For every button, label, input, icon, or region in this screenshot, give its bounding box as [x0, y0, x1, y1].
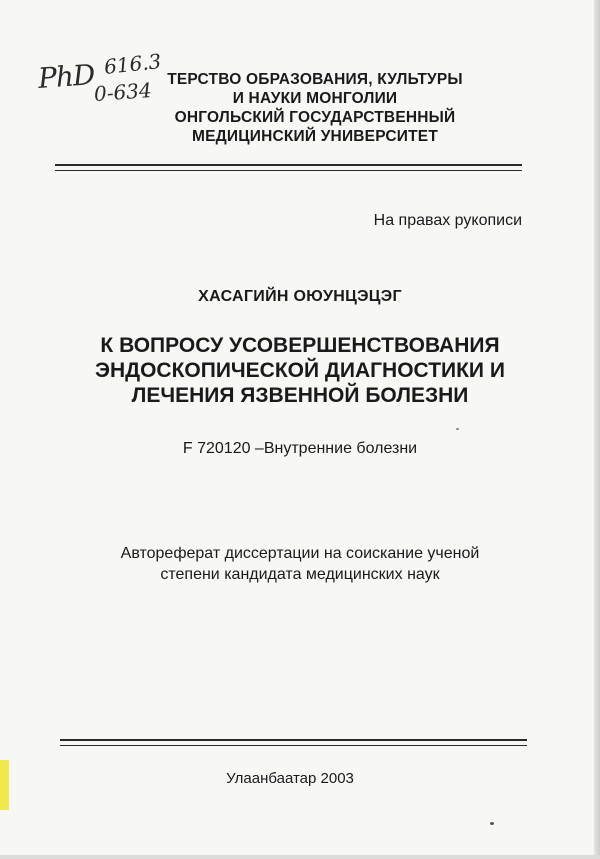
- title-line: ЭНДОСКОПИЧЕСКОЙ ДИАГНОСТИКИ И: [95, 359, 505, 382]
- dissertation-title: [60, 333, 540, 408]
- yellow-sticker: [0, 760, 9, 810]
- top-divider-thin: [55, 170, 522, 171]
- specialty-code: F 720120 –Внутренние болезни: [182, 440, 418, 457]
- handwritten-code-bottom: 0-634: [93, 78, 153, 106]
- ministry-header: [150, 70, 480, 146]
- manuscript-note: На правах рукописи: [373, 212, 522, 229]
- bottom-divider-thin: [60, 745, 527, 746]
- page-edge-right: [594, 0, 600, 859]
- scan-speck: [456, 428, 459, 430]
- scan-speck: [490, 822, 494, 825]
- abstract-description: [0, 543, 600, 585]
- top-divider-thick: [55, 164, 522, 166]
- bottom-divider-thick: [60, 739, 527, 741]
- handwritten-code-top: 616.3: [102, 49, 163, 79]
- author-name: ХАСАГИЙН ОЮУНЦЭЦЭГ: [198, 288, 402, 305]
- page-edge-bottom: [0, 855, 600, 859]
- ministry-line: ОНГОЛЬСКИЙ ГОСУДАРСТВЕННЫЙ: [174, 109, 456, 126]
- ministry-line: МЕДИЦИНСКИЙ УНИВЕРСИТЕТ: [191, 128, 438, 145]
- place-year: Улаанбаатар 2003: [226, 770, 354, 787]
- ministry-line: И НАУКИ МОНГОЛИИ: [232, 90, 398, 107]
- ministry-line: ТЕРСТВО ОБРАЗОВАНИЯ, КУЛЬТУРЫ: [167, 71, 463, 88]
- handwritten-phd: PhD: [36, 58, 96, 95]
- abstract-line: Автореферат диссертации на соискание ученой: [120, 545, 480, 562]
- title-line: К ВОПРОСУ УСОВЕРШЕНСТВОВАНИЯ: [100, 334, 500, 357]
- title-line: ЛЕЧЕНИЯ ЯЗВЕННОЙ БОЛЕЗНИ: [131, 384, 469, 407]
- abstract-line: степени кандидата медицинских наук: [160, 566, 440, 583]
